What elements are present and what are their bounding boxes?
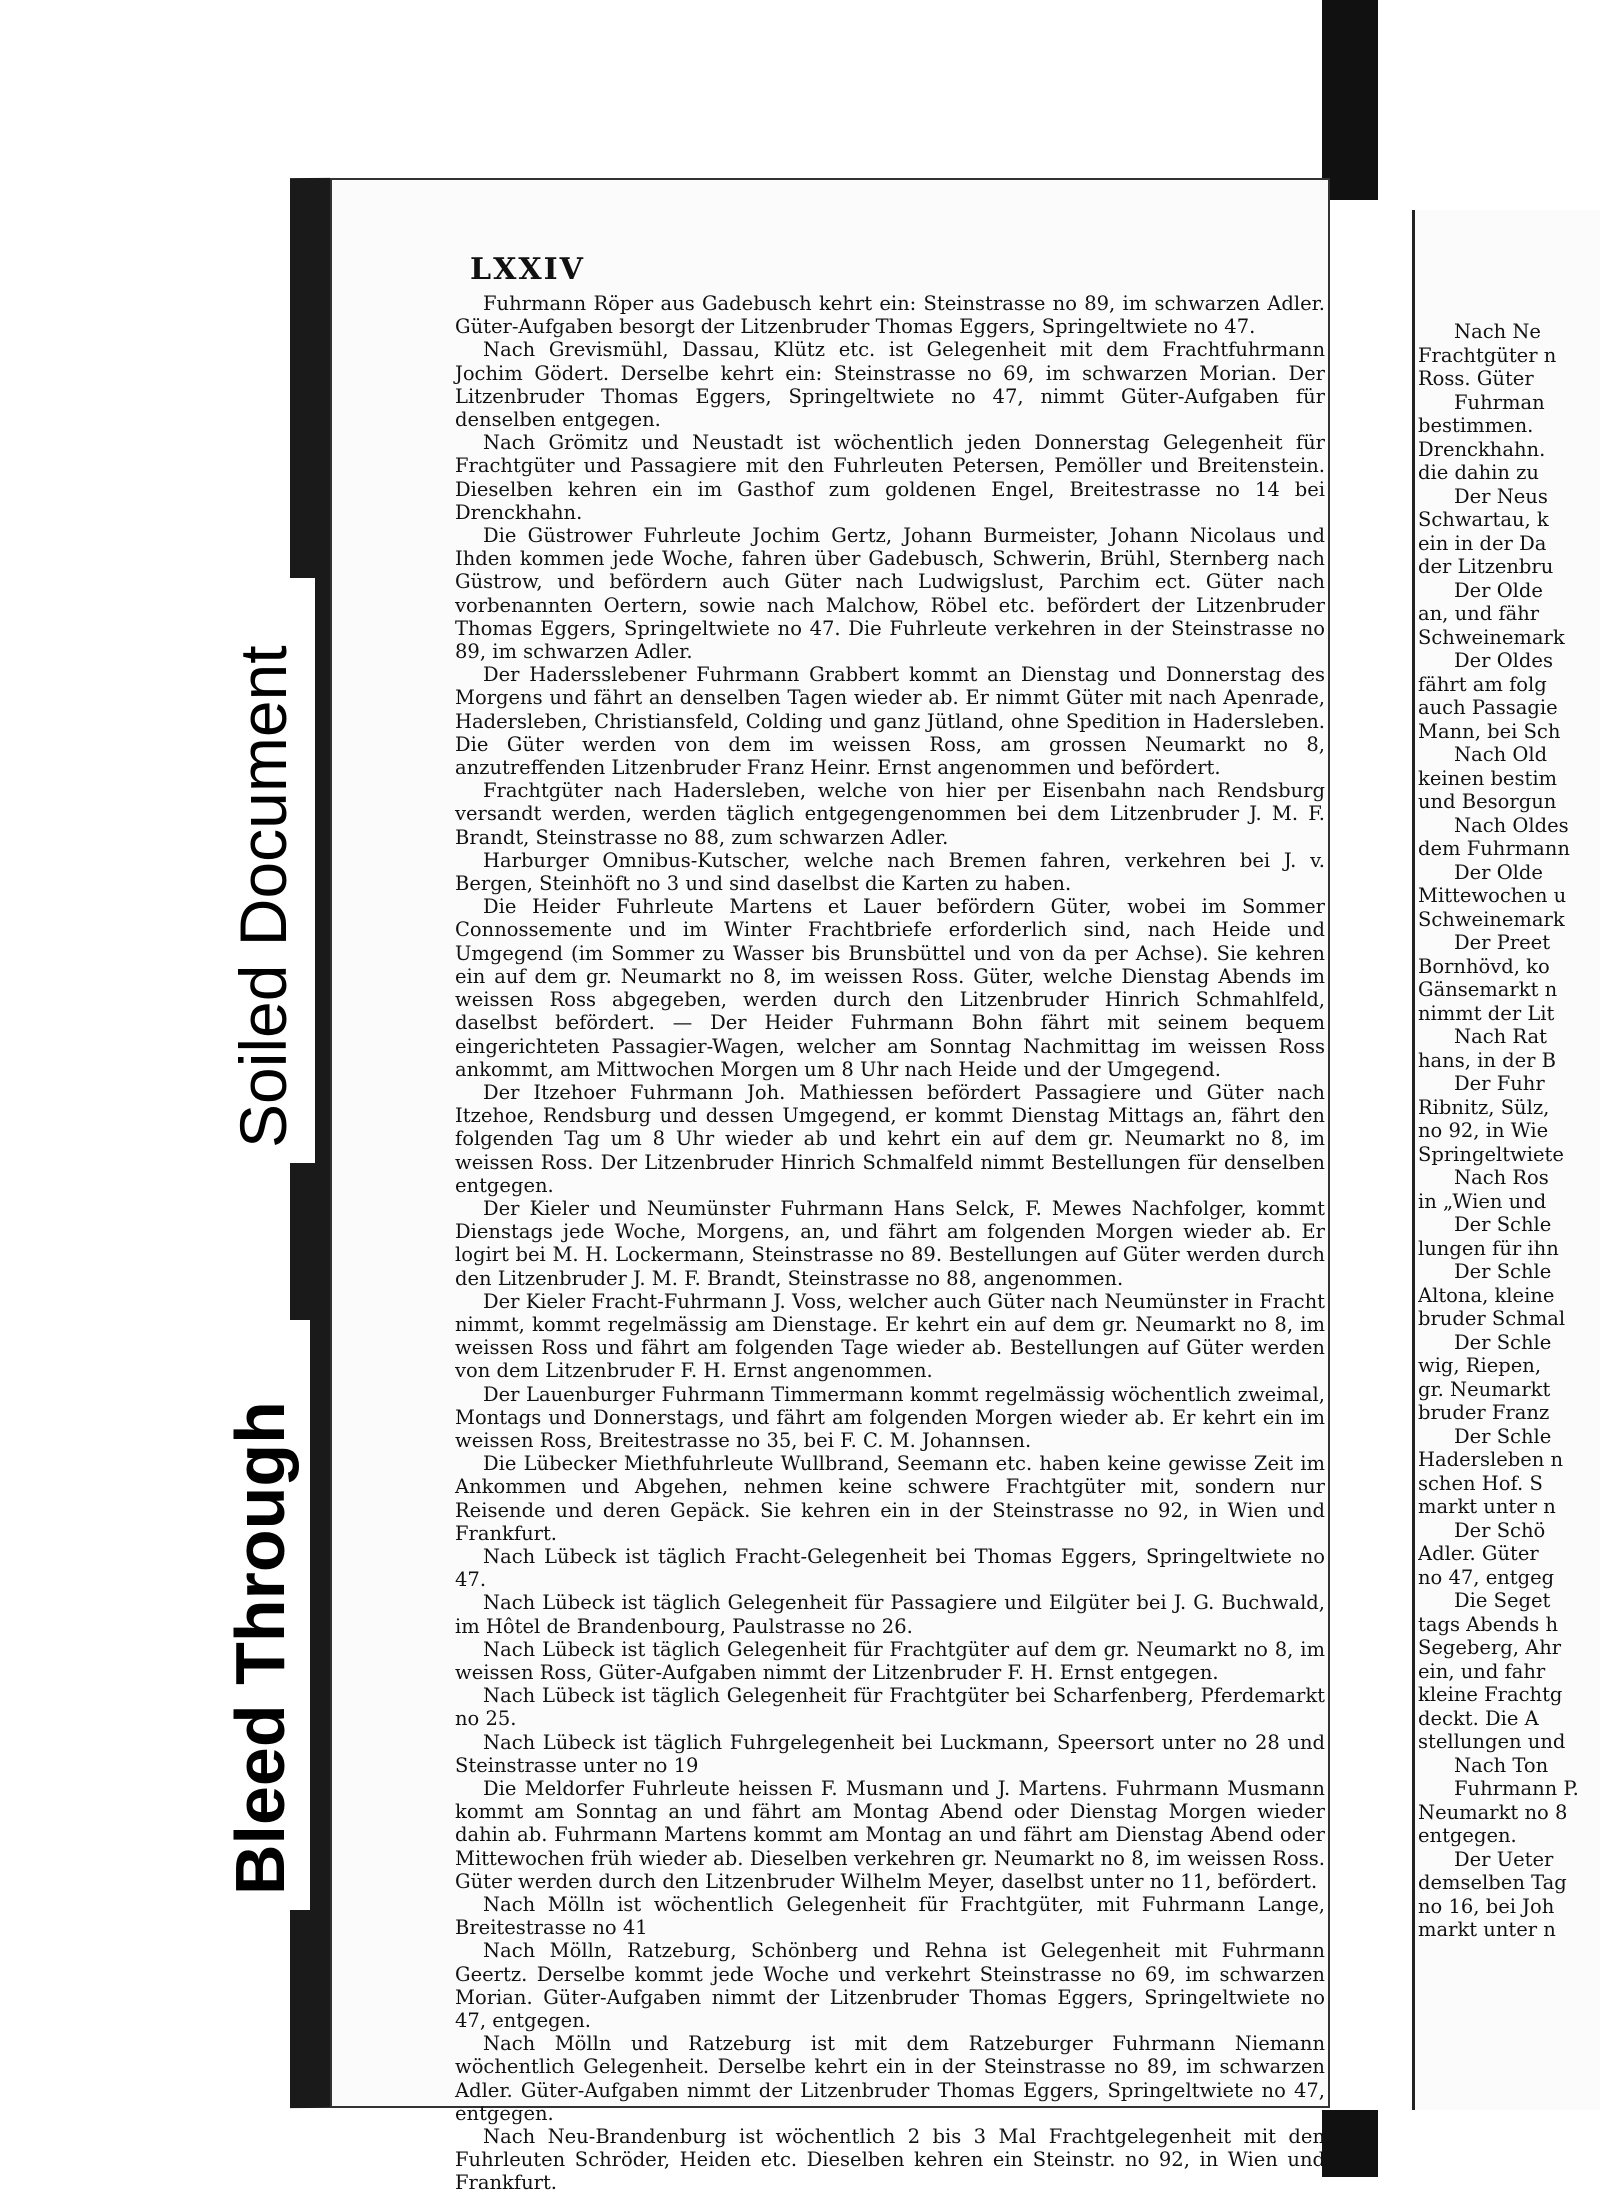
text-paragraph: Der Hadersslebener Fuhrmann Grabbert kommt an Dienstag und Donnerstag des Morgens und fährt an denselben Tagen wieder ab. Er nimmt Güter mit nach Apenrade, Hadersleben, Christiansfeld, Colding und ganz Jütland, ohne Spedition in Hadersleben. Die Güter werden von dem im weissen Ross, am grossen Neumarkt no 8, anzutreffenden Litzenbruder Franz Heinr. Ernst angenommen und befördert.	[455, 663, 1325, 780]
text-paragraph: Nach Lübeck ist täglich Gelegenheit für Frachtgüter bei Scharfenberg, Pferdemarkt no 25.	[455, 1684, 1325, 1731]
facing-page-line: Nach Old	[1454, 743, 1548, 766]
text-paragraph: Nach Mölln und Ratzeburg ist mit dem Ratzeburger Fuhrmann Niemann wöchentlich Gelegenheit. Derselbe kehrt ein in der Steinstrasse no 89, im schwarzen Adler. Güter-Aufgaben nimmt der Litzenbruder Thomas Eggers, Springeltwiete no 47, entgegen.	[455, 2032, 1325, 2125]
facing-page-line: bruder Franz	[1418, 1401, 1550, 1424]
facing-page-line: Adler. Güter	[1418, 1542, 1539, 1565]
facing-page-line: demselben Tag	[1418, 1871, 1567, 1894]
bleed-label-box	[180, 1320, 310, 1910]
text-paragraph: Frachtgüter nach Hadersleben, welche von hier per Eisenbahn nach Rendsburg versandt werden, werden täglich entgegengenommen bei dem Litzenbruder J. M. F. Brandt, Steinstrasse no 88, zum schwarzen Adler.	[455, 779, 1325, 849]
facing-page-line: dem Fuhrmann	[1418, 837, 1570, 860]
facing-page-line: Der Olde	[1454, 578, 1543, 602]
facing-page-line: Fuhrmann P.	[1454, 1777, 1579, 1800]
facing-page-line: Springeltwiete	[1418, 1142, 1564, 1166]
bleed-through-label: Bleed Through	[221, 1401, 299, 1895]
facing-page-line: Altona, kleine	[1418, 1283, 1555, 1307]
facing-page-line: wig, Riepen,	[1418, 1354, 1542, 1377]
facing-page-line: auch Passagie	[1418, 696, 1558, 719]
facing-page-line: Mann, bei Sch	[1418, 719, 1561, 743]
text-paragraph: Der Kieler und Neumünster Fuhrmann Hans Selck, F. Mewes Nachfolger, kommt Dienstags jede Woche, Morgens, an, und fährt am folgenden Morgen wieder ab. Er logirt bei M. H. Lockermann, Steinstrasse no 89. Bestellungen auf Güter werden durch den Litzenbruder J. M. F. Brandt, Steinstrasse no 88, angenommen.	[455, 1196, 1325, 1290]
facing-page-line: Der Oldes	[1454, 649, 1553, 672]
facing-page-line: Nach Ros	[1454, 1166, 1549, 1189]
soiled-document-label: Soiled Document	[226, 645, 300, 1148]
text-paragraph: Nach Grevismühl, Dassau, Klütz etc. ist Gelegenheit mit dem Frachtfuhrmann Jochim Gödert. Derselbe kehrt ein: Steinstrasse no 69, im schwarzen Morian. Der Litzenbruder Thomas Eggers, Springeltwiete no 47, nimmt Güter-Aufgaben für denselben entgegen.	[455, 338, 1325, 432]
facing-page-line: Gänsemarkt n	[1418, 978, 1558, 1001]
facing-page-line: Bornhövd, ko	[1418, 954, 1550, 978]
facing-page-line: deckt. Die A	[1418, 1706, 1539, 1730]
facing-page-line: stellungen und	[1418, 1730, 1566, 1753]
facing-page-line: Nach Ton	[1454, 1753, 1549, 1777]
facing-page-line: Der Schö	[1454, 1518, 1546, 1542]
text-paragraph: Nach Grömitz und Neustadt ist wöchentlich jeden Donnerstag Gelegenheit für Frachtgüter und Passagiere mit den Fuhrleuten Petersen, Pemöller und Breitenstein. Dieselben kehren ein im Gasthof zum goldenen Engel, Breitestrasse no 14 bei Drenckhahn.	[455, 431, 1325, 524]
facing-page-line: keinen bestim	[1418, 766, 1558, 790]
text-paragraph: Fuhrmann Röper aus Gadebusch kehrt ein: Steinstrasse no 89, im schwarzen Adler. Güter-Aufgaben besorgt der Litzenbruder Thomas Eggers, Springeltwiete no 47.	[455, 292, 1325, 339]
page-gutter	[1378, 200, 1412, 2110]
soiled-label-box	[205, 578, 315, 1163]
text-paragraph: Der Itzehoer Fuhrmann Joh. Mathiessen befördert Passagiere und Güter nach Itzehoe, Rendsburg und dessen Umgegend, er kommt Dienstag Mittags an, fährt den folgenden Tag um 8 Uhr wieder ab und kehrt ein auf dem gr. Neumarkt no 8, im weissen Ross. Der Litzenbruder Hinrich Schmalfeld nimmt Bestellungen für denselben entgegen.	[455, 1080, 1325, 1197]
facing-page-line: no 92, in Wie	[1418, 1119, 1549, 1142]
facing-page-line: Der Ueter	[1454, 1847, 1554, 1871]
facing-page-line: markt unter n	[1418, 1495, 1556, 1518]
facing-page-line: Frachtgüter n	[1418, 343, 1557, 367]
scan-edge-top-right	[1322, 0, 1378, 200]
facing-page-line: markt unter n	[1418, 1918, 1556, 1941]
text-paragraph: Nach Mölln, Ratzeburg, Schönberg und Rehna ist Gelegenheit mit Fuhrmann Geertz. Derselbe kommt jede Woche und verkehrt Steinstrasse no 69, im schwarzen Morian. Güter-Aufgaben nimmt der Litzenbruder Thomas Eggers, Springeltwiete no 47, entgegen.	[455, 1939, 1325, 2033]
facing-page-line: Hadersleben n	[1418, 1448, 1564, 1471]
facing-page-line: Ribnitz, Sülz,	[1418, 1095, 1550, 1119]
facing-page-line: in „Wien und	[1418, 1189, 1547, 1213]
facing-page-text	[1418, 320, 1600, 1942]
facing-page-line: Der Neus	[1454, 484, 1548, 508]
facing-page-line: Der Schle	[1454, 1424, 1552, 1448]
facing-page-line: Schwartau, k	[1418, 508, 1549, 531]
facing-page-line: Nach Rat	[1454, 1025, 1547, 1048]
text-paragraph: Der Lauenburger Fuhrmann Timmermann kommt regelmässig wöchentlich zweimal, Montags und Donnerstags, und fährt am folgenden Morgen wieder ab. Er kehrt ein im weissen Ross, Breitestrasse no 35, bei F. C. M. Johannsen.	[455, 1382, 1325, 1452]
text-paragraph: Die Heider Fuhrleute Martens et Lauer befördern Güter, wobei im Sommer Connossemente und im Winter Frachtbriefe erforderlich sind, nach Heide und Umgegend (im Sommer zu Wasser bis Brunsbüttel und von da per Achse). Sie kehren ein auf dem gr. Neumarkt no 8, im weissen Ross. Güter, welche Dienstag Abends im weissen Ross abgegeben, werden durch den Litzenbruder Hinrich Schmahlfeld, daselbst befördert. — Der Heider Fuhrmann Bohn fährt mit seinem bequem eingerichteten Passagier-Wagen, welcher am Sonntag Nachmittag im weissen Ross ankommt, am Mittwochen Morgen um 8 Uhr nach Heide und der Umgegend.	[455, 895, 1325, 1081]
facing-page-line: fährt am folg	[1418, 672, 1547, 696]
text-paragraph: Der Kieler Fracht-Fuhrmann J. Voss, welcher auch Güter nach Neumünster in Fracht nimmt, kommt regelmässig am Dienstage. Er kehrt ein auf dem gr. Neumarkt no 8, im weissen Ross und fährt am folgenden Tage wieder ab. Bestellungen auf Güter werden von dem Litzenbruder F. H. Ernst angenommen.	[455, 1289, 1325, 1383]
facing-page-line: Schweinemark	[1418, 907, 1565, 931]
text-paragraph: Nach Lübeck ist täglich Fuhrgelegenheit bei Luckmann, Speersort unter no 28 und Steinstrasse unter no 19	[455, 1730, 1325, 1777]
facing-page-line: lungen für ihn	[1418, 1236, 1559, 1260]
facing-page-line: no 47, entgeg	[1418, 1565, 1555, 1589]
facing-page-line: Der Olde	[1454, 860, 1543, 884]
facing-page-line: Der Schle	[1454, 1330, 1552, 1354]
facing-page-line: und Besorgun	[1418, 790, 1557, 813]
facing-page-line: an, und fähr	[1418, 602, 1540, 625]
scan-edge-bottom-right	[1322, 2110, 1378, 2177]
facing-page-line: Mittewochen u	[1418, 884, 1567, 907]
facing-page-line: bestimmen.	[1418, 414, 1534, 437]
facing-page-line: tags Abends h	[1418, 1612, 1559, 1636]
text-paragraph: Die Güstrower Fuhrleute Jochim Gertz, Johann Burmeister, Johann Nicolaus und Ihden kommen jede Woche, fahren über Gadebusch, Schwerin, Brühl, Sternberg nach Güstrow, und befördern auch Güter nach Ludwigslust, Parchim ect. Güter nach vorbenannten Oertern, sowie nach Malchow, Röbel etc. befördert der Litzenbruder Thomas Eggers, Springeltwiete no 47. Die Fuhrleute verkehren in der Steinstrasse no 89, im schwarzen Adler.	[455, 524, 1325, 664]
facing-page-line: Nach Oldes	[1454, 813, 1569, 837]
facing-page-line: Fuhrman	[1454, 390, 1545, 414]
facing-page-line: schen Hof. S	[1418, 1471, 1543, 1495]
text-paragraph: Nach Lübeck ist täglich Gelegenheit für Frachtgüter auf dem gr. Neumarkt no 8, im weissen Ross, Güter-Aufgaben nimmt der Litzenbruder F. H. Ernst entgegen.	[455, 1637, 1325, 1684]
facing-page-line: Der Schle	[1454, 1213, 1552, 1236]
text-paragraph: Die Meldorfer Fuhrleute heissen F. Musmann und J. Martens. Fuhrmann Musmann kommt am Sonntag an und fährt am Montag Abend oder Dienstag Morgen wieder dahin ab. Fuhrmann Martens kommt am Montag an und fährt am Dienstag Abend oder Mittewochen früh wieder ab. Dieselben verkehren gr. Neumarkt no 8, im weissen Ross. Güter werden durch den Litzenbruder Wilhelm Meyer, daselbst unter no 11, befördert.	[455, 1777, 1325, 1893]
text-paragraph: Nach Mölln ist wöchentlich Gelegenheit für Frachtgüter, mit Fuhrmann Lange, Breitestrasse no 41	[455, 1893, 1325, 1940]
facing-page-line: Der Preet	[1454, 931, 1551, 954]
facing-page-line: Der Fuhr	[1454, 1072, 1545, 1095]
facing-page-line: Neumarkt no 8	[1418, 1800, 1568, 1824]
facing-page-line: Ross. Güter	[1418, 367, 1534, 390]
main-text-column	[455, 292, 1325, 2195]
text-paragraph: Harburger Omnibus-Kutscher, welche nach Bremen fahren, verkehren bei J. v. Bergen, Steinhöft no 3 und sind daselbst die Karten zu haben.	[455, 848, 1325, 896]
facing-page-line: der Litzenbru	[1418, 555, 1554, 578]
text-paragraph: Nach Neu-Brandenburg ist wöchentlich 2 bis 3 Mal Frachtgelegenheit mit den Fuhrleuten Schröder, Heiden etc. Dieselben kehren ein Steinstr. no 92, in Wien und Frankfurt.	[455, 2125, 1325, 2195]
facing-page-line: entgegen.	[1418, 1824, 1517, 1847]
page-number: LXXIV	[470, 252, 585, 287]
facing-page-line: Schweinemark	[1418, 625, 1565, 649]
facing-page-line: gr. Neumarkt	[1418, 1377, 1551, 1401]
facing-page-line: Die Seget	[1454, 1589, 1551, 1612]
text-paragraph: Die Lübecker Miethfuhrleute Wullbrand, Seemann etc. haben keine gewisse Zeit im Ankommen und Abgehen, nehmen keine schwere Frachtgüter mit, sondern nur Reisende und deren Gepäck. Sie kehren ein in der Steinstrasse no 92, in Wien und Frankfurt.	[455, 1452, 1325, 1545]
facing-page-line: ein in der Da	[1418, 531, 1547, 555]
facing-page-line: Nach Ne	[1454, 320, 1541, 343]
facing-page-line: Der Schle	[1454, 1260, 1552, 1283]
facing-page-line: no 16, bei Joh	[1418, 1894, 1555, 1918]
facing-page-line: kleine Frachtg	[1418, 1683, 1563, 1706]
facing-page-line: ein, und fahr	[1418, 1659, 1546, 1683]
text-paragraph: Nach Lübeck ist täglich Fracht-Gelegenheit bei Thomas Eggers, Springeltwiete no 47.	[455, 1544, 1325, 1592]
text-paragraph: Nach Lübeck ist täglich Gelegenheit für Passagiere und Eilgüter bei J. G. Buchwald, im Hôtel de Brandenbourg, Paulstrasse no 26.	[455, 1591, 1325, 1638]
facing-page-line: nimmt der Lit	[1418, 1001, 1555, 1025]
facing-page-line: hans, in der B	[1418, 1048, 1557, 1072]
facing-page-line: Drenckhahn.	[1418, 437, 1546, 461]
facing-page-line: Segeberg, Ahr	[1418, 1636, 1562, 1659]
facing-page-line: bruder Schmal	[1418, 1307, 1566, 1330]
facing-page-line: die dahin zu	[1418, 461, 1539, 484]
